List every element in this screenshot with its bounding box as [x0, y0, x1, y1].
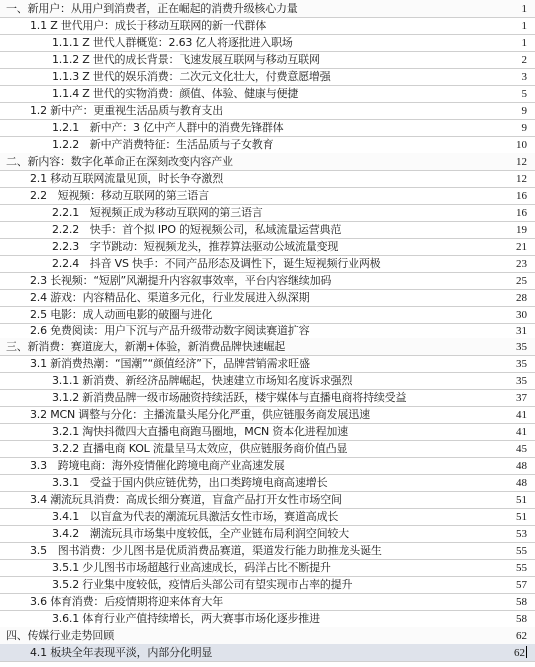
toc-entry-page: 3	[521, 71, 527, 83]
toc-entry-title: 3.1.1 新消费、新经济品牌崛起，快速建立市场知名度诉求强烈	[52, 374, 353, 387]
toc-entry-title: 3.4.2 潮流玩具市场集中度较低，全产业链布局利润空间较大	[52, 527, 349, 540]
toc-entry-title: 2.2.2 快手：首个拟 IPO 的短视频公司，私域流量运营典范	[52, 223, 342, 236]
toc-entry[interactable]	[0, 610, 535, 628]
toc-entry-page: 1	[521, 20, 527, 32]
toc-entry-page: 9	[521, 122, 527, 134]
toc-entry[interactable]	[0, 644, 535, 662]
toc-entry-page: 35	[516, 358, 527, 370]
toc-entry[interactable]	[0, 457, 535, 475]
toc-entry-page: 2	[521, 54, 527, 66]
toc-entry-page: 5	[521, 88, 527, 100]
toc-entry-page: 41	[516, 409, 527, 421]
toc-entry-page: 48	[516, 460, 527, 472]
text-cursor	[526, 646, 527, 658]
toc-entry[interactable]	[0, 423, 535, 441]
toc-entry-title: 1.2.1 新中产：3 亿中产人群中的消费先锋群体	[52, 121, 284, 134]
toc-entry[interactable]	[0, 355, 535, 373]
toc-entry-title: 3.4 潮流玩具消费：高成长细分赛道，盲盒产品打开女性市场空间	[30, 493, 342, 506]
toc-entry-page: 55	[516, 562, 527, 574]
toc-entry[interactable]	[0, 508, 535, 526]
toc-entry-title: 2.4 游戏：内容精品化、渠道多元化，行业发展进入纵深期	[30, 291, 310, 304]
toc-entry-page: 16	[516, 207, 527, 219]
toc-entry-title: 3.5.2 行业集中度较低，疫情后头部公司有望实现市占率的提升	[52, 578, 353, 591]
toc-entry-page: 58	[516, 596, 527, 608]
toc-entry[interactable]	[0, 289, 535, 307]
toc-entry[interactable]	[0, 102, 535, 120]
toc-entry-title: 2.2 短视频：移动互联网的第三语言	[30, 189, 209, 202]
toc-entry-title: 1.1 Z 世代用户：成长于移动互联网的新一代群体	[30, 19, 267, 32]
toc-entry-page: 9	[521, 105, 527, 117]
toc-entry[interactable]	[0, 187, 535, 205]
toc-entry-page: 10	[516, 139, 527, 151]
toc-entry-title: 一、新用户：从用户到消费者，正在崛起的消费升级核心力量	[6, 2, 298, 15]
toc-entry[interactable]	[0, 559, 535, 577]
toc-entry-title: 2.6 免费阅读：用户下沉与产品升级带动数字阅读赛道扩容	[30, 324, 310, 337]
toc-entry[interactable]	[0, 85, 535, 103]
toc-entry[interactable]	[0, 491, 535, 509]
toc-entry-title: 2.3 长视频：“短剧”风潮提升内容叙事效率，平台内容继续加码	[30, 274, 332, 287]
toc-entry[interactable]	[0, 119, 535, 137]
toc-entry-title: 1.1.3 Z 世代的娱乐消费：二次元文化壮大，付费意愿增强	[52, 70, 331, 83]
toc-entry-title: 3.4.1 以盲盒为代表的潮流玩具激活女性市场，赛道高成长	[52, 510, 339, 523]
toc-entry[interactable]	[0, 221, 535, 239]
toc-entry-title: 1.1.2 Z 世代的成长背景：飞速发展互联网与移动互联网	[52, 53, 320, 66]
toc-entry[interactable]	[0, 474, 535, 492]
toc-entry-title: 3.3 跨境电商：海外疫情催化跨境电商产业高速发展	[30, 459, 285, 472]
toc-entry[interactable]	[0, 338, 535, 356]
toc-entry[interactable]	[0, 170, 535, 188]
toc-entry-page: 45	[516, 443, 527, 455]
toc-entry[interactable]	[0, 627, 535, 645]
toc-entry[interactable]	[0, 406, 535, 424]
toc-entry-title: 1.1.1 Z 世代人群概览：2.63 亿人将逐批进入职场	[52, 36, 293, 49]
toc-entry-title: 3.2 MCN 调整与分化：主播流量头尾分化严重，供应链服务商发展迅速	[30, 408, 370, 421]
toc-entry-title: 1.2.2 新中产消费特征：生活品质与子女教育	[52, 138, 274, 151]
toc-entry-page: 21	[516, 241, 527, 253]
toc-entry[interactable]	[0, 440, 535, 458]
toc-entry-title: 1.2 新中产：更重视生活品质与教育支出	[30, 104, 223, 117]
toc-entry[interactable]	[0, 68, 535, 86]
toc-entry-title: 2.2.3 字节跳动：短视频龙头，推荐算法驱动公域流量变现	[52, 240, 339, 253]
toc-entry-title: 三、新消费：赛道庞大，新潮+体验，新消费品牌快速崛起	[6, 340, 286, 353]
toc-entry-title: 3.6 体育消费：后疫情期将迎来体育大年	[30, 595, 223, 608]
toc-entry-page: 12	[516, 156, 527, 168]
toc-entry-title: 3.6.1 体育行业产值持续增长，两大赛事市场化逐步推进	[52, 612, 320, 625]
toc-entry-title: 2.5 电影：成人动画电影的破圈与进化	[30, 308, 213, 321]
toc-entry-page: 51	[516, 494, 527, 506]
toc-entry-page: 53	[516, 528, 527, 540]
toc-entry-title: 3.1.2 新消费品牌一级市场融资持续活跃，楼宇媒体与直播电商将持续受益	[52, 391, 407, 404]
toc-entry-title: 2.2.1 短视频正成为移动互联网的第三语言	[52, 206, 263, 219]
toc-entry[interactable]	[0, 389, 535, 407]
toc-entry-page: 35	[516, 375, 527, 387]
toc-entry-page: 12	[516, 173, 527, 185]
toc-entry[interactable]	[0, 204, 535, 222]
toc-entry[interactable]	[0, 17, 535, 35]
toc-entry-page: 51	[516, 511, 527, 523]
toc-entry-title: 二、新内容：数字化革命正在深刻改变内容产业	[6, 155, 233, 168]
toc-entry-title: 2.2.4 抖音 VS 快手：不同产品形态及调性下，诞生短视频行业两极	[52, 257, 381, 270]
toc-entry-title: 1.1.4 Z 世代的实物消费：颜值、体验、健康与便捷	[52, 87, 299, 100]
toc-entry-title: 3.5 图书消费：少儿图书是优质消费品赛道，渠道发行能力助推龙头诞生	[30, 544, 382, 557]
toc-entry-page: 62	[516, 630, 527, 642]
toc-entry[interactable]	[0, 153, 535, 171]
toc-entry[interactable]	[0, 593, 535, 611]
toc-entry-title: 3.2.1 淘快抖微四大直播电商跑马圈地，MCN 资本化进程加速	[52, 425, 348, 438]
toc-entry-page: 28	[516, 292, 527, 304]
toc-entry-page: 35	[516, 341, 527, 353]
toc-entry-page: 57	[516, 579, 527, 591]
toc-entry[interactable]	[0, 542, 535, 560]
toc-entry[interactable]	[0, 0, 535, 18]
toc-entry[interactable]	[0, 255, 535, 273]
toc-entry-page: 41	[516, 426, 527, 438]
toc-entry[interactable]	[0, 525, 535, 543]
toc-entry-page: 23	[516, 258, 527, 270]
toc-entry-page: 30	[516, 309, 527, 321]
toc-entry-title: 3.5.1 少儿图书市场超越行业高速成长，码洋占比不断提升	[52, 561, 331, 574]
toc-entry-page: 1	[521, 37, 527, 49]
toc-entry[interactable]	[0, 238, 535, 256]
toc-entry-title: 4.1 板块全年表现平淡，内部分化明显	[30, 646, 213, 659]
toc-entry[interactable]	[0, 272, 535, 290]
toc-entry[interactable]	[0, 372, 535, 390]
toc-entry-page: 31	[516, 325, 527, 337]
toc-entry-page: 58	[516, 613, 527, 625]
toc-entry-title: 3.3.1 受益于国内供应链优势，出口类跨境电商高速增长	[52, 476, 328, 489]
toc-entry[interactable]	[0, 34, 535, 52]
toc-entry-title: 2.1 移动互联网流量见顶，时长争夺激烈	[30, 172, 223, 185]
toc-entry-title: 3.1 新消费热潮：“国潮”“颜值经济”下，品牌营销需求旺盛	[30, 357, 310, 370]
toc-entry[interactable]	[0, 136, 535, 154]
toc-entry[interactable]	[0, 576, 535, 594]
toc-entry-page: 19	[516, 224, 527, 236]
toc-entry-page: 25	[516, 275, 527, 287]
toc-entry-title: 四、传媒行业走势回顾	[6, 629, 114, 642]
toc-entry[interactable]	[0, 51, 535, 69]
toc-entry-page: 1	[521, 3, 527, 15]
toc-entry-page: 48	[516, 477, 527, 489]
toc-entry-title: 3.2.2 直播电商 KOL 流量呈马太效应，供应链服务商价值凸显	[52, 442, 348, 455]
toc-entry-page: 37	[516, 392, 527, 404]
toc-entry-page: 16	[516, 190, 527, 202]
toc-entry-page: 62	[514, 647, 525, 659]
toc-entry-page: 55	[516, 545, 527, 557]
